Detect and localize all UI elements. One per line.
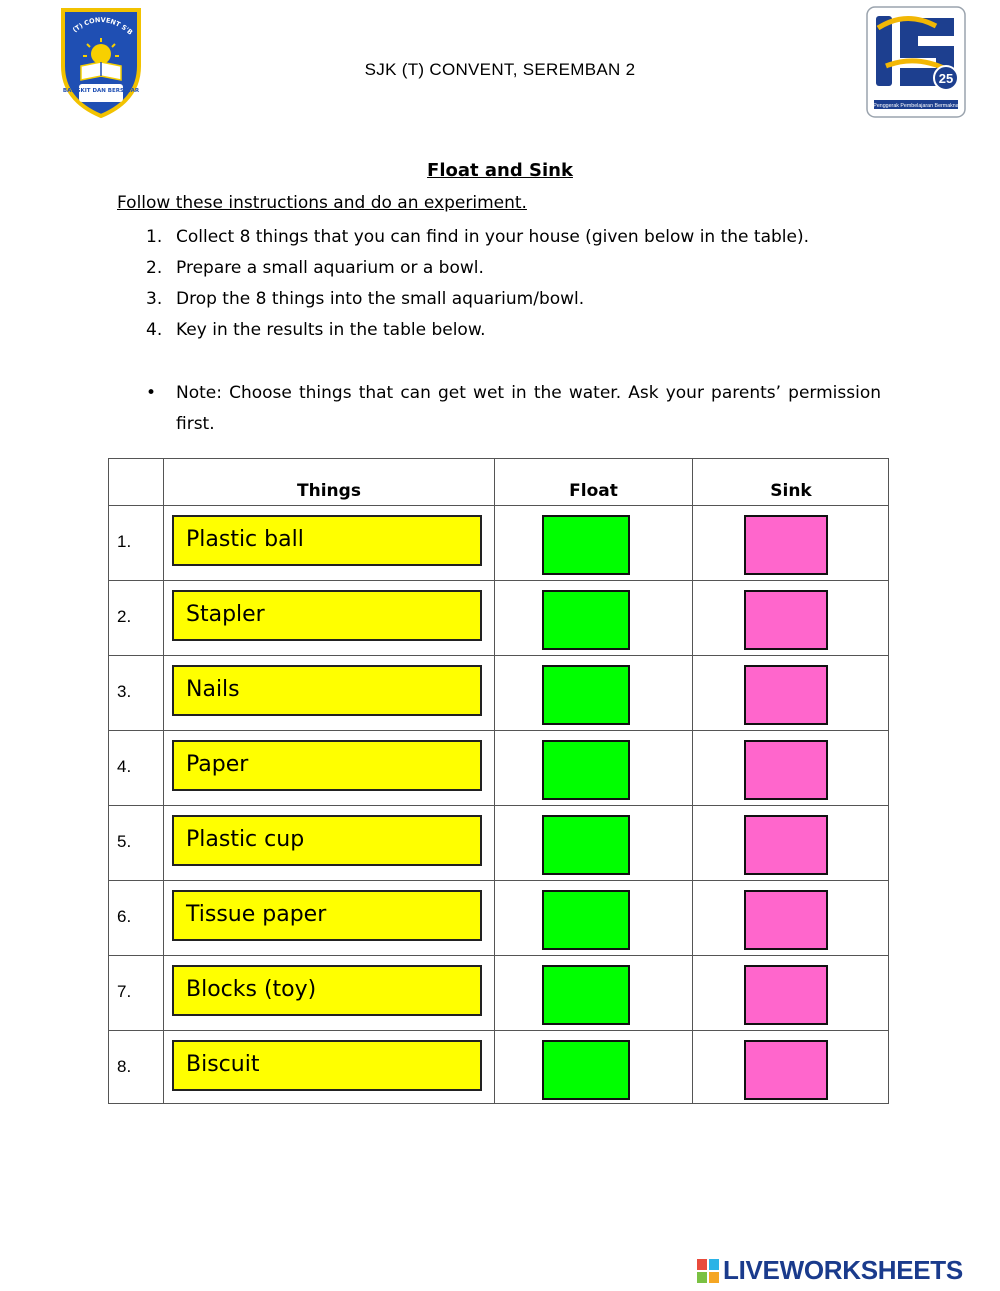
float-drop-box[interactable] bbox=[542, 665, 630, 725]
sink-drop-box[interactable] bbox=[744, 515, 828, 575]
header-things: Things bbox=[297, 481, 361, 501]
thing-label: Paper bbox=[172, 740, 482, 791]
float-drop-box[interactable] bbox=[542, 515, 630, 575]
logo-number: 25 bbox=[938, 71, 954, 86]
row-number: 3. bbox=[117, 682, 132, 701]
row-number: 4. bbox=[117, 757, 132, 776]
instruction-step: 4. Key in the results in the table below. bbox=[146, 320, 486, 340]
sink-drop-box[interactable] bbox=[744, 740, 828, 800]
sink-drop-box[interactable] bbox=[744, 590, 828, 650]
thing-label: Tissue paper bbox=[172, 890, 482, 941]
instruction-step: 2. Prepare a small aquarium or a bowl. bbox=[146, 258, 484, 278]
table-row bbox=[109, 506, 888, 581]
table-row bbox=[109, 806, 888, 881]
table-row bbox=[109, 1031, 888, 1106]
transformation-logo-icon bbox=[866, 6, 966, 118]
row-number: 7. bbox=[117, 982, 132, 1001]
thing-label: Blocks (toy) bbox=[172, 965, 482, 1016]
float-drop-box[interactable] bbox=[542, 590, 630, 650]
thing-label: Plastic ball bbox=[172, 515, 482, 566]
sink-drop-box[interactable] bbox=[744, 965, 828, 1025]
float-drop-box[interactable] bbox=[542, 1040, 630, 1100]
row-number: 5. bbox=[117, 832, 132, 851]
header-float: Float bbox=[569, 481, 618, 501]
table-row bbox=[109, 581, 888, 656]
liveworksheets-icon bbox=[697, 1259, 719, 1283]
header-sink: Sink bbox=[770, 481, 812, 501]
safety-note: • Note: Choose things that can get wet in the water. Ask your parents’ permission first. bbox=[146, 378, 881, 440]
row-number: 2. bbox=[117, 607, 132, 626]
brand-name: LIVEWORKSHEETS bbox=[723, 1255, 963, 1285]
liveworksheets-logo bbox=[697, 1255, 963, 1286]
thing-label: Plastic cup bbox=[172, 815, 482, 866]
bullet-icon: • bbox=[146, 383, 157, 403]
instruction-list bbox=[146, 224, 809, 348]
thing-label: Nails bbox=[172, 665, 482, 716]
sink-drop-box[interactable] bbox=[744, 890, 828, 950]
thing-label: Stapler bbox=[172, 590, 482, 641]
school-name: SJK (T) CONVENT, SEREMBAN 2 bbox=[364, 60, 636, 79]
worksheet-title: Float and Sink bbox=[427, 160, 573, 181]
sink-drop-box[interactable] bbox=[744, 1040, 828, 1100]
row-number: 8. bbox=[117, 1057, 132, 1076]
instruction-step: 3. Drop the 8 things into the small aquarium/bowl. bbox=[146, 289, 585, 309]
thing-label: Biscuit bbox=[172, 1040, 482, 1091]
crest-motto: BANGKIT DAN BERSINAR bbox=[62, 88, 140, 94]
table-row bbox=[109, 656, 888, 731]
table-row bbox=[109, 731, 888, 806]
sink-drop-box[interactable] bbox=[744, 665, 828, 725]
float-drop-box[interactable] bbox=[542, 890, 630, 950]
instructions-intro: Follow these instructions and do an experiment. bbox=[117, 193, 527, 213]
float-drop-box[interactable] bbox=[542, 965, 630, 1025]
row-number: 6. bbox=[117, 907, 132, 926]
crest-top-text: (T) CONVENT S'B bbox=[71, 15, 135, 37]
results-table bbox=[108, 458, 889, 1104]
float-drop-box[interactable] bbox=[542, 740, 630, 800]
table-row bbox=[109, 881, 888, 956]
instruction-step: 1. Collect 8 things that you can find in your house (given below in the table). bbox=[146, 227, 810, 247]
table-row bbox=[109, 956, 888, 1031]
row-number: 1. bbox=[117, 532, 132, 551]
sink-drop-box[interactable] bbox=[744, 815, 828, 875]
float-drop-box[interactable] bbox=[542, 815, 630, 875]
logo-caption: Penggerak Pembelajaran Bermakna bbox=[873, 103, 959, 109]
